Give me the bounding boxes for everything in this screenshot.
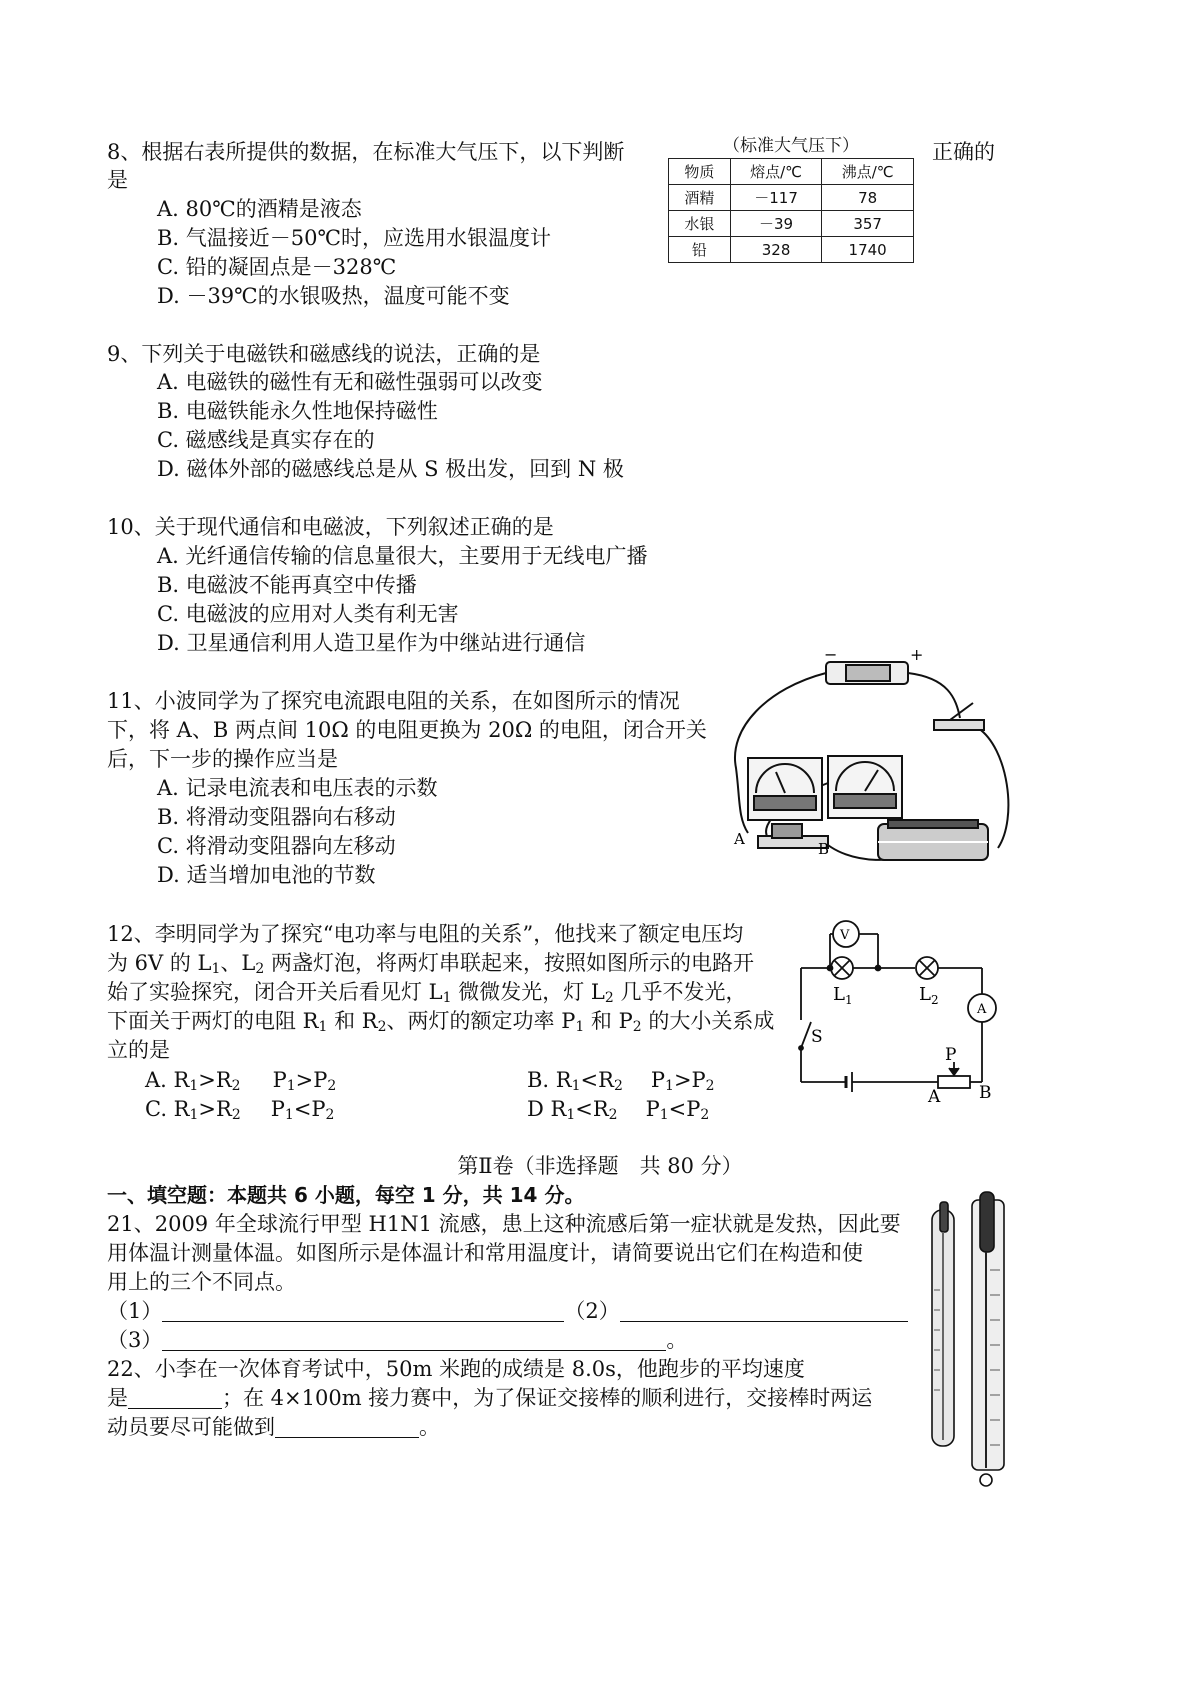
text-run: D R bbox=[527, 1097, 567, 1121]
subscript: 2 bbox=[613, 1078, 623, 1094]
answer-blank-3[interactable] bbox=[162, 1328, 666, 1351]
subscript: 2 bbox=[604, 990, 614, 1006]
subscript: 1 bbox=[566, 1107, 576, 1123]
text-run: 两盏灯泡，将两灯串联起来，按照如图所示的电路开 bbox=[264, 951, 754, 975]
q10-option-c: C. 电磁波的应用对人类有利无害 bbox=[157, 602, 459, 626]
table-cell: 357 bbox=[822, 211, 914, 237]
q8-data-table-figure bbox=[668, 134, 914, 263]
subscript: 1 bbox=[659, 1107, 669, 1123]
text-run: <R bbox=[580, 1068, 614, 1092]
text-run: 、L bbox=[220, 951, 256, 975]
text-run: >P bbox=[673, 1068, 706, 1092]
text-run: A. R bbox=[145, 1068, 190, 1092]
subscript: 1 bbox=[189, 1078, 199, 1094]
q22-stem-line2 bbox=[107, 1384, 872, 1412]
q11-stem-line3: 后，下一步的操作应当是 bbox=[107, 747, 338, 771]
q8-option-a: A. 80℃的酒精是液态 bbox=[157, 197, 362, 221]
sentence-end: 。 bbox=[666, 1328, 688, 1352]
text-run: >R bbox=[198, 1097, 232, 1121]
text-run: 和 P bbox=[584, 1009, 633, 1033]
q12-option-c bbox=[145, 1095, 334, 1123]
thermometers-figure bbox=[922, 1190, 1012, 1490]
table-cell: 水银 bbox=[669, 211, 731, 237]
q11-option-c: C. 将滑动变阻器向左移动 bbox=[157, 834, 396, 858]
subscript: 1 bbox=[575, 1019, 585, 1035]
subscript: 1 bbox=[286, 1078, 296, 1094]
part2-title: 第Ⅱ卷（非选择题 共 80 分） bbox=[457, 1154, 743, 1178]
subscript: 1 bbox=[318, 1019, 328, 1035]
rheostat-end-a-label: A bbox=[928, 1087, 941, 1107]
q11-stem-line2: 下，将 A、B 两点间 10Ω 的电阻更换为 20Ω 的电阻，闭合开关 bbox=[107, 718, 707, 742]
q8-option-d: D. －39℃的水银吸热，温度可能不变 bbox=[157, 284, 510, 308]
q12-option-b bbox=[527, 1066, 715, 1094]
answer-blank-2[interactable] bbox=[620, 1299, 908, 1322]
answer-blank-relay[interactable] bbox=[275, 1415, 419, 1438]
subscript: 2 bbox=[327, 1078, 337, 1094]
q12-stem-line5: 立的是 bbox=[107, 1038, 170, 1062]
blank-number: （1） bbox=[107, 1299, 163, 1323]
subscript: 1 bbox=[571, 1078, 581, 1094]
point-a-label: A bbox=[734, 830, 745, 848]
lamp-l1-label: $L_1$ bbox=[833, 984, 853, 1007]
q21-blank-row2 bbox=[107, 1326, 687, 1354]
table-row bbox=[669, 211, 914, 237]
text-run: 和 R bbox=[327, 1009, 378, 1033]
text-run: C. R bbox=[145, 1097, 190, 1121]
q9-option-b: B. 电磁铁能永久性地保持磁性 bbox=[157, 399, 438, 423]
q8-option-b: B. 气温接近－50℃时，应选用水银温度计 bbox=[157, 226, 551, 250]
table-cell: 酒精 bbox=[669, 185, 731, 211]
subscript: 2 bbox=[231, 1078, 241, 1094]
rheostat-end-b-label: B bbox=[979, 1083, 992, 1103]
q9-option-c: C. 磁感线是真实存在的 bbox=[157, 428, 375, 452]
q10-option-d: D. 卫星通信利用人造卫星作为中继站进行通信 bbox=[157, 631, 586, 655]
q12-stem-line4 bbox=[107, 1007, 774, 1035]
subscript: 2 bbox=[377, 1019, 387, 1035]
table-header-cell: 沸点/℃ bbox=[822, 159, 914, 185]
switch-label: S bbox=[811, 1027, 823, 1047]
q9-stem: 9、下列关于电磁铁和磁感线的说法，正确的是 bbox=[107, 342, 541, 366]
answer-blank-1[interactable] bbox=[162, 1299, 564, 1322]
text-run: P bbox=[270, 1097, 285, 1121]
text-run: 。 bbox=[419, 1415, 440, 1439]
q11-stem-line1: 11、小波同学为了探究电流跟电阻的关系，在如图所示的情况 bbox=[107, 689, 680, 713]
q11-option-d: D. 适当增加电池的节数 bbox=[157, 863, 376, 887]
table-row bbox=[669, 237, 914, 263]
subscript: 1 bbox=[665, 1078, 674, 1094]
q10-option-a: A. 光纤通信传输的信息量很大，主要用于无线电广播 bbox=[157, 544, 648, 568]
ammeter-label: A bbox=[977, 1002, 987, 1017]
text-run: 为 6V 的 L bbox=[107, 951, 212, 975]
q8-stem-line1: 8、根据右表所提供的数据，在标准大气压下，以下判断 bbox=[107, 140, 625, 164]
subscript: 1 bbox=[442, 990, 452, 1006]
battery-plus-label: + bbox=[910, 648, 924, 664]
q8-stem-tail: 正确的 bbox=[932, 140, 995, 164]
blank-number: （3） bbox=[107, 1328, 163, 1352]
text-run: 几乎不发光， bbox=[613, 980, 747, 1004]
text-run: 动员要尽可能做到 bbox=[107, 1415, 275, 1439]
slider-label: P bbox=[945, 1045, 957, 1065]
text-run: >R bbox=[198, 1068, 232, 1092]
q10-option-b: B. 电磁波不能再真空中传播 bbox=[157, 573, 417, 597]
table-cell: 328 bbox=[730, 237, 821, 263]
table-cell: 78 bbox=[822, 185, 914, 211]
q21-stem-line1: 21、2009 年全球流行甲型 H1N1 流感，患上这种流感后第一症状就是发热，因此要 bbox=[107, 1212, 901, 1236]
q22-stem-line3 bbox=[107, 1413, 440, 1441]
text-run: B. R bbox=[527, 1068, 572, 1092]
table-cell: 铅 bbox=[669, 237, 731, 263]
q22-stem-line1: 22、小李在一次体育考试中，50m 米跑的成绩是 8.0s，他跑步的平均速度 bbox=[107, 1357, 805, 1381]
point-b-label: B bbox=[818, 840, 830, 858]
text-run: 始了实验探究，闭合开关后看见灯 L bbox=[107, 980, 443, 1004]
text-run: 是 bbox=[107, 1386, 128, 1410]
text-run: P bbox=[650, 1068, 666, 1092]
text-run: <R bbox=[575, 1097, 609, 1121]
table-header-cell: 熔点/℃ bbox=[730, 159, 821, 185]
q11-option-a: A. 记录电流表和电压表的示数 bbox=[157, 776, 438, 800]
answer-blank-speed[interactable] bbox=[128, 1386, 222, 1409]
subscript: 1 bbox=[189, 1107, 199, 1123]
lamp-l2-label: $L_2$ bbox=[919, 984, 939, 1007]
battery-minus-label: − bbox=[824, 648, 838, 664]
text-run: <P bbox=[668, 1097, 701, 1121]
q12-circuit-diagram bbox=[795, 912, 1005, 1108]
subscript: 2 bbox=[700, 1107, 710, 1123]
section1-heading: 一、填空题：本题共 6 小题，每空 1 分，共 14 分。 bbox=[107, 1183, 585, 1207]
subscript: 2 bbox=[325, 1107, 335, 1123]
q12-option-a bbox=[145, 1066, 336, 1094]
table-cell: －39 bbox=[730, 211, 821, 237]
q11-circuit-figure bbox=[728, 648, 1028, 870]
q9-option-d: D. 磁体外部的磁感线总是从 S 极出发，回到 N 极 bbox=[157, 457, 624, 481]
subscript: 2 bbox=[231, 1107, 241, 1123]
text-run: ；在 4×100m 接力赛中，为了保证交接棒的顺利进行，交接棒时两运 bbox=[222, 1386, 873, 1410]
text-run: 的大小关系成 bbox=[641, 1009, 775, 1033]
q12-option-d bbox=[527, 1095, 709, 1123]
subscript: 2 bbox=[608, 1107, 618, 1123]
q8-stem-line2: 是 bbox=[107, 168, 128, 192]
q21-stem-line2: 用体温计测量体温。如图所示是体温计和常用温度计，请简要说出它们在构造和使 bbox=[107, 1241, 863, 1265]
q12-stem-line1: 12、李明同学为了探究“电功率与电阻的关系”，他找来了额定电压均 bbox=[107, 922, 744, 946]
q8-table-caption: （标准大气压下） bbox=[723, 136, 859, 156]
table-cell: －117 bbox=[730, 185, 821, 211]
text-run: 、两灯的额定功率 P bbox=[386, 1009, 576, 1033]
q9-option-a: A. 电磁铁的磁性有无和磁性强弱可以改变 bbox=[157, 370, 543, 394]
table-header-cell: 物质 bbox=[669, 159, 731, 185]
subscript: 1 bbox=[211, 961, 221, 977]
q12-stem-line3 bbox=[107, 978, 746, 1006]
subscript: 2 bbox=[705, 1078, 715, 1094]
subscript: 2 bbox=[255, 961, 265, 977]
q8-data-table bbox=[668, 158, 914, 263]
text-run: >P bbox=[295, 1068, 328, 1092]
table-header-row bbox=[669, 159, 914, 185]
text-run: P bbox=[272, 1068, 287, 1092]
subscript: 1 bbox=[284, 1107, 294, 1123]
table-cell: 1740 bbox=[822, 237, 914, 263]
text-run: <P bbox=[293, 1097, 326, 1121]
blank-number: （2） bbox=[564, 1299, 620, 1323]
table-row bbox=[669, 185, 914, 211]
q11-option-b: B. 将滑动变阻器向右移动 bbox=[157, 805, 396, 829]
text-run: 下面关于两灯的电阻 R bbox=[107, 1009, 319, 1033]
q21-blank-row1 bbox=[107, 1297, 908, 1325]
text-run: P bbox=[645, 1097, 660, 1121]
q21-stem-line3: 用上的三个不同点。 bbox=[107, 1270, 296, 1294]
subscript: 2 bbox=[632, 1019, 642, 1035]
q12-stem-line2 bbox=[107, 949, 754, 977]
q8-option-c: C. 铅的凝固点是－328℃ bbox=[157, 255, 397, 279]
text-run: 微微发光，灯 L bbox=[451, 980, 605, 1004]
voltmeter-label: V bbox=[840, 928, 850, 943]
q10-stem: 10、关于现代通信和电磁波，下列叙述正确的是 bbox=[107, 515, 554, 539]
